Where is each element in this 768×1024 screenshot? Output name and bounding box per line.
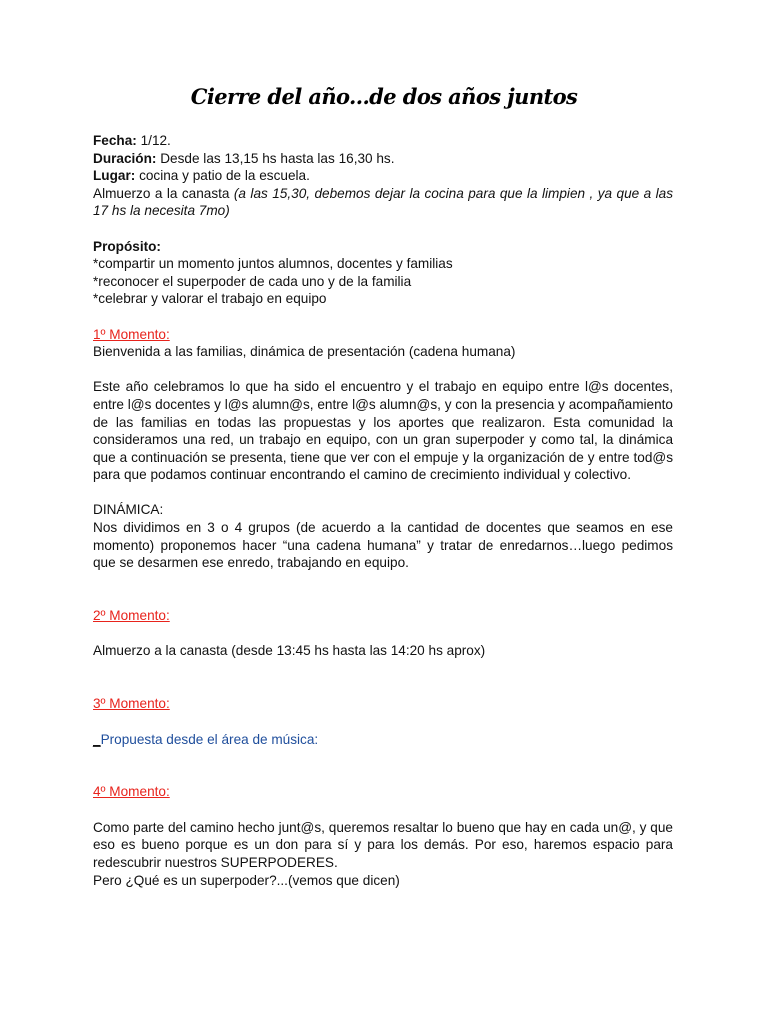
almuerzo-text: Almuerzo a la canasta (93, 185, 234, 201)
lugar-line (93, 167, 673, 185)
momento2-text: Almuerzo a la canasta (desde 13:45 hs hasta las 14:20 hs aprox) (93, 643, 486, 659)
almuerzo-line (93, 185, 673, 220)
momento1-paragraph: Este año celebramos lo que ha sido el encuentro y el trabajo en equipo entre l@s docentes, entre l@s docentes y l@s alumn@s, entre l@s alumn@s, y con la presencia y acompañamiento de las familias en todas las propuestas y los aportes que realizaron. Esta comunidad la consideramos una red, un trabajo en equipo, con un gran superpoder y como tal, la dinámica que a continuación se presenta, tiene que ver con el empuje y la organización de y entre tod@s para que podamos continuar encontrando el camino de crecimiento individual y colectivo. (93, 379, 673, 483)
proposito-heading: Propósito: (93, 238, 161, 254)
proposito-item: *reconocer el superpoder de cada uno y de la familia (93, 273, 412, 289)
momento1-heading (93, 326, 673, 344)
momento1-subtitle: Bienvenida a las familias, dinámica de presentación (cadena humana) (93, 344, 516, 360)
momento2-heading (93, 607, 673, 625)
momento4-heading (93, 783, 673, 801)
momento3-text-line (93, 731, 673, 749)
momento3-text: Propuesta desde el área de música: (100, 731, 319, 747)
momento4-heading-text: 4º Momento: (93, 784, 170, 800)
proposito-item: *compartir un momento juntos alumnos, docentes y familias (93, 256, 453, 272)
fecha-line (93, 132, 673, 150)
almuerzo-note: (a las 15,30, debemos dejar la cocina para que la limpien , ya que a las 17 hs la necesita 7mo) (93, 185, 673, 219)
dinamica-label: DINÁMICA: (93, 502, 164, 518)
momento1-heading-text: 1º Momento: (93, 326, 170, 342)
momento3-heading-text: 3º Momento: (93, 696, 170, 712)
momento4-paragraph: Como parte del camino hecho junt@s, queremos resaltar lo bueno que hay en cada un@, y que eso es bueno porque es un don para sí y para los demás. Por eso, haremos espacio para redescubrir nuestros SUPERPODERES. (93, 819, 673, 870)
duracion-value: Desde las 13,15 hs hasta las 16,30 hs. (156, 150, 395, 166)
proposito-item: *celebrar y valorar el trabajo en equipo (93, 291, 327, 307)
duracion-line (93, 150, 673, 168)
document-title: Cierre del año...de dos años juntos (190, 84, 578, 109)
fecha-value: 1/12. (136, 133, 171, 148)
momento2-heading-text: 2º Momento: (93, 607, 170, 623)
dinamica-text: Nos dividimos en 3 o 4 grupos (de acuerdo a la cantidad de docentes que seamos en ese momento) proponemos hacer “una cadena humana” y tratar de enredarnos…luego pedimos que se desarmen ese enredo, trabajando en equipo. (93, 520, 673, 571)
proposito-label (93, 238, 673, 256)
momento4-question: Pero ¿Qué es un superpoder?...(vemos que dicen) (93, 872, 400, 888)
momento3-underscore: _ (93, 731, 101, 747)
document-body (93, 132, 673, 889)
fecha-label: Fecha: (93, 133, 137, 148)
lugar-value: cocina y patio de la escuela. (135, 168, 310, 184)
momento3-heading (93, 695, 673, 713)
duracion-label: Duración: (93, 150, 157, 166)
lugar-label: Lugar: (93, 168, 136, 184)
